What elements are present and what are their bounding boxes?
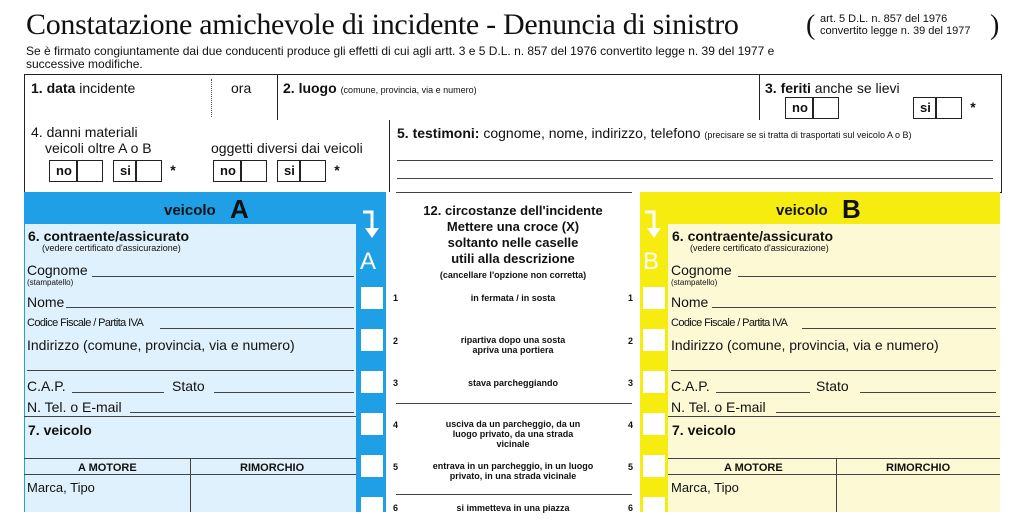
injured-si-option[interactable]: si * [913, 97, 976, 119]
vehicle-a-phone-label: N. Tel. o E-mail [27, 399, 122, 415]
circ-text-5: entrava in un parcheggio, in un luogo privato, in una strada vicinale [432, 461, 594, 481]
place-label: 2. luogo (comune, provincia, via e numero) [283, 80, 477, 96]
vehicle-b-country-label: Stato [816, 378, 849, 394]
circ-a-checkbox-5[interactable] [361, 455, 383, 477]
circ-num-a-2: 2 [393, 336, 399, 346]
circ-num-b-4: 4 [628, 420, 634, 430]
damage-vehicles-label: veicoli oltre A o B [45, 140, 152, 156]
legal-line-2: convertito legge n. 39 del 1977 [820, 25, 971, 37]
circ-b-checkbox-4[interactable] [643, 413, 665, 435]
injured-no-option[interactable]: no [785, 97, 839, 119]
vehicle-b-zip-line[interactable] [716, 392, 810, 393]
divider-2 [759, 75, 760, 121]
circ-text-6: si immetteva in una piazza [456, 503, 570, 513]
circ-num-b-2: 2 [628, 336, 634, 346]
damage-label: 4. danni materiali [31, 124, 138, 140]
vehicle-b-contractor-hint: (vedere certificato d'assicurazione) [690, 243, 829, 253]
circ-text-3: stava parcheggiando [467, 378, 559, 388]
circ-text-1: in fermata / in sosta [470, 293, 556, 303]
vehicle-a-taxcode-line[interactable] [160, 328, 354, 329]
circ-a-checkbox-3[interactable] [361, 371, 383, 393]
circ-b-checkbox-6[interactable] [643, 497, 665, 519]
circ-num-b-1: 1 [628, 293, 634, 303]
circumstances-instr-4: (cancellare l'opzione non corretta) [439, 270, 587, 280]
vehicle-a-surname-label: Cognome [27, 262, 88, 278]
date-label: 1. data incidente [31, 80, 136, 96]
circumstances-sep-2 [396, 494, 632, 495]
vehicle-b-name-label: Nome [671, 294, 709, 310]
vehicle-a-name-line[interactable] [66, 307, 354, 308]
divider-3 [389, 120, 390, 192]
vehicle-b-sep [668, 416, 1000, 417]
circ-a-checkbox-4[interactable] [361, 413, 383, 435]
legal-line-1: art. 5 D.L. n. 857 del 1976 [820, 13, 948, 25]
legal-reference [820, 13, 970, 37]
vehicle-a-address-label: Indirizzo (comune, provincia, via e numero) [27, 337, 295, 353]
circumstances-instr-2: soltanto nelle caselle [447, 235, 579, 250]
witnesses-line-2[interactable] [397, 178, 993, 179]
vehicle-b-taxcode-line[interactable] [802, 328, 996, 329]
vehicle-b-phone-label: N. Tel. o E-mail [671, 399, 766, 415]
vehicle-a-country-line[interactable] [214, 392, 354, 393]
damage-objects-no[interactable]: no [213, 160, 267, 182]
vehicle-a-motor-header: A MOTORE [78, 462, 137, 474]
vehicle-a-table-divider [190, 458, 191, 512]
time-label: ora [231, 80, 252, 96]
damage-vehicles-no-checkbox[interactable] [77, 160, 103, 182]
circumstances-instr-1: Mettere una croce (X) [446, 219, 580, 234]
circ-a-checkbox-6[interactable] [361, 497, 383, 519]
vehicle-b-country-line[interactable] [860, 392, 996, 393]
circ-num-b-6: 6 [628, 503, 634, 513]
circ-b-checkbox-3[interactable] [643, 371, 665, 393]
vehicle-a-sep [24, 416, 356, 417]
damage-objects-label: oggetti diversi dai veicoli [211, 140, 363, 156]
damage-vehicles-si[interactable]: si * [113, 160, 176, 182]
circumstances-instr-3: utili alla descrizione [451, 251, 575, 266]
circ-b-checkbox-2[interactable] [643, 329, 665, 351]
vehicle-a-zip-label: C.A.P. [27, 378, 66, 394]
circ-num-a-3: 3 [393, 378, 399, 388]
damage-objects-si-checkbox[interactable] [300, 160, 326, 182]
circ-text-2: ripartiva dopo una sosta apriva una portiera [460, 335, 566, 355]
circ-num-b-5: 5 [628, 462, 634, 472]
circ-text-4: usciva da un parcheggio, da un luogo privato, da una strada vicinale [445, 419, 581, 449]
vehicle-a-letter: A [230, 194, 249, 224]
vehicle-a-phone-line[interactable] [130, 412, 354, 413]
circumstances-heading [386, 203, 640, 283]
vehicle-b-surname-line[interactable] [738, 276, 996, 277]
vehicle-b-trailer-header: RIMORCHIO [886, 462, 951, 474]
vehicle-b-block-letters: (stampatello) [671, 278, 718, 287]
circ-num-a-4: 4 [393, 420, 399, 430]
witnesses-line-1[interactable] [397, 160, 993, 161]
damage-objects-si[interactable]: si * [277, 160, 340, 182]
vehicle-a-vehicle-title: 7. veicolo [28, 422, 92, 438]
injured-label: 3. feriti anche se lievi [765, 80, 900, 96]
vehicle-a-address-line[interactable] [27, 370, 354, 371]
circumstances-col-a-letter: A [360, 248, 377, 275]
legal-paren-open: ( [806, 10, 816, 41]
vehicle-b-zip-label: C.A.P. [671, 378, 710, 394]
vehicle-b-taxcode-label: Codice Fiscale / Partita IVA [671, 317, 788, 329]
injured-no-checkbox[interactable] [813, 97, 839, 119]
vehicle-b-surname-label: Cognome [671, 262, 732, 278]
legal-paren-close: ) [990, 10, 1000, 41]
date-time-divider [211, 79, 212, 117]
row-date-place-injured [24, 74, 1002, 122]
vehicle-b-address-label: Indirizzo (comune, provincia, via e numero) [671, 337, 939, 353]
vehicle-a-contractor-hint: (vedere certificato d'assicurazione) [42, 243, 181, 253]
form-subtitle: Se è firmato congiuntamente dai due conducenti produce gli effetti di cui agli artt. 3 e 5 D.L. n. 857 del 1976 convertito legge n. 39 del 1977 e successive modifiche. [26, 44, 775, 71]
circumstances-sep [396, 403, 632, 404]
vehicle-a-word: veicolo [164, 202, 216, 219]
vehicle-a-trailer-header: RIMORCHIO [240, 462, 305, 474]
vehicle-a-make-label: Marca, Tipo [27, 480, 95, 495]
vehicle-b-vehicle-title: 7. veicolo [672, 422, 736, 438]
vehicle-a-name-label: Nome [27, 294, 65, 310]
arrow-down-a-icon [359, 210, 385, 247]
arrow-down-b-icon [641, 210, 667, 247]
circ-num-a-1: 1 [393, 293, 399, 303]
vehicle-b-table-top [668, 458, 1000, 459]
vehicle-b-header [640, 192, 1000, 224]
form-title: Constatazione amichevole di incidente - Denuncia di sinistro [26, 8, 739, 41]
injured-si-checkbox[interactable] [936, 97, 962, 119]
vehicle-b-word: veicolo [776, 202, 828, 219]
circumstances-top-line [396, 192, 632, 193]
circumstances-title: 12. circostanze dell'incidente [423, 203, 603, 218]
vehicle-b-make-label: Marca, Tipo [671, 480, 739, 495]
circ-num-a-6: 6 [393, 503, 399, 513]
vehicle-b-contractor-title: 6. contraente/assicurato [672, 228, 834, 244]
damage-vehicles-si-checkbox[interactable] [136, 160, 162, 182]
vehicle-b-motor-header: A MOTORE [724, 462, 783, 474]
vehicle-b-phone-line[interactable] [776, 412, 996, 413]
vehicle-a-taxcode-label: Codice Fiscale / Partita IVA [27, 317, 144, 329]
vehicle-a-zip-line[interactable] [72, 392, 164, 393]
circ-a-checkbox-1[interactable] [361, 287, 383, 309]
vehicle-a-contractor-title: 6. contraente/assicurato [28, 228, 190, 244]
vehicle-a-surname-line[interactable] [92, 276, 354, 277]
vehicle-a-country-label: Stato [172, 378, 205, 394]
divider-1 [277, 75, 278, 121]
circ-num-a-5: 5 [393, 462, 399, 472]
circ-b-checkbox-5[interactable] [643, 455, 665, 477]
vehicle-b-letter: B [842, 194, 861, 224]
row-damage-witnesses [24, 120, 1002, 193]
vehicle-b-address-line[interactable] [671, 370, 996, 371]
witnesses-label: 5. testimoni: cognome, nome, indirizzo, telefono (precisare se si tratta di trasportati sul veicolo A o B) [397, 125, 912, 141]
vehicle-b-table-header-line [668, 474, 1000, 475]
circumstances-col-b-letter: B [643, 248, 660, 275]
damage-vehicles-no[interactable]: no [49, 160, 103, 182]
vehicle-a-block-letters: (stampatello) [27, 278, 74, 287]
circ-a-checkbox-2[interactable] [361, 329, 383, 351]
vehicle-a-header [24, 192, 386, 224]
circ-num-b-3: 3 [628, 378, 634, 388]
vehicle-b-table-divider [836, 458, 837, 512]
circ-b-checkbox-1[interactable] [643, 287, 665, 309]
vehicle-b-name-line[interactable] [712, 307, 996, 308]
damage-objects-no-checkbox[interactable] [241, 160, 267, 182]
